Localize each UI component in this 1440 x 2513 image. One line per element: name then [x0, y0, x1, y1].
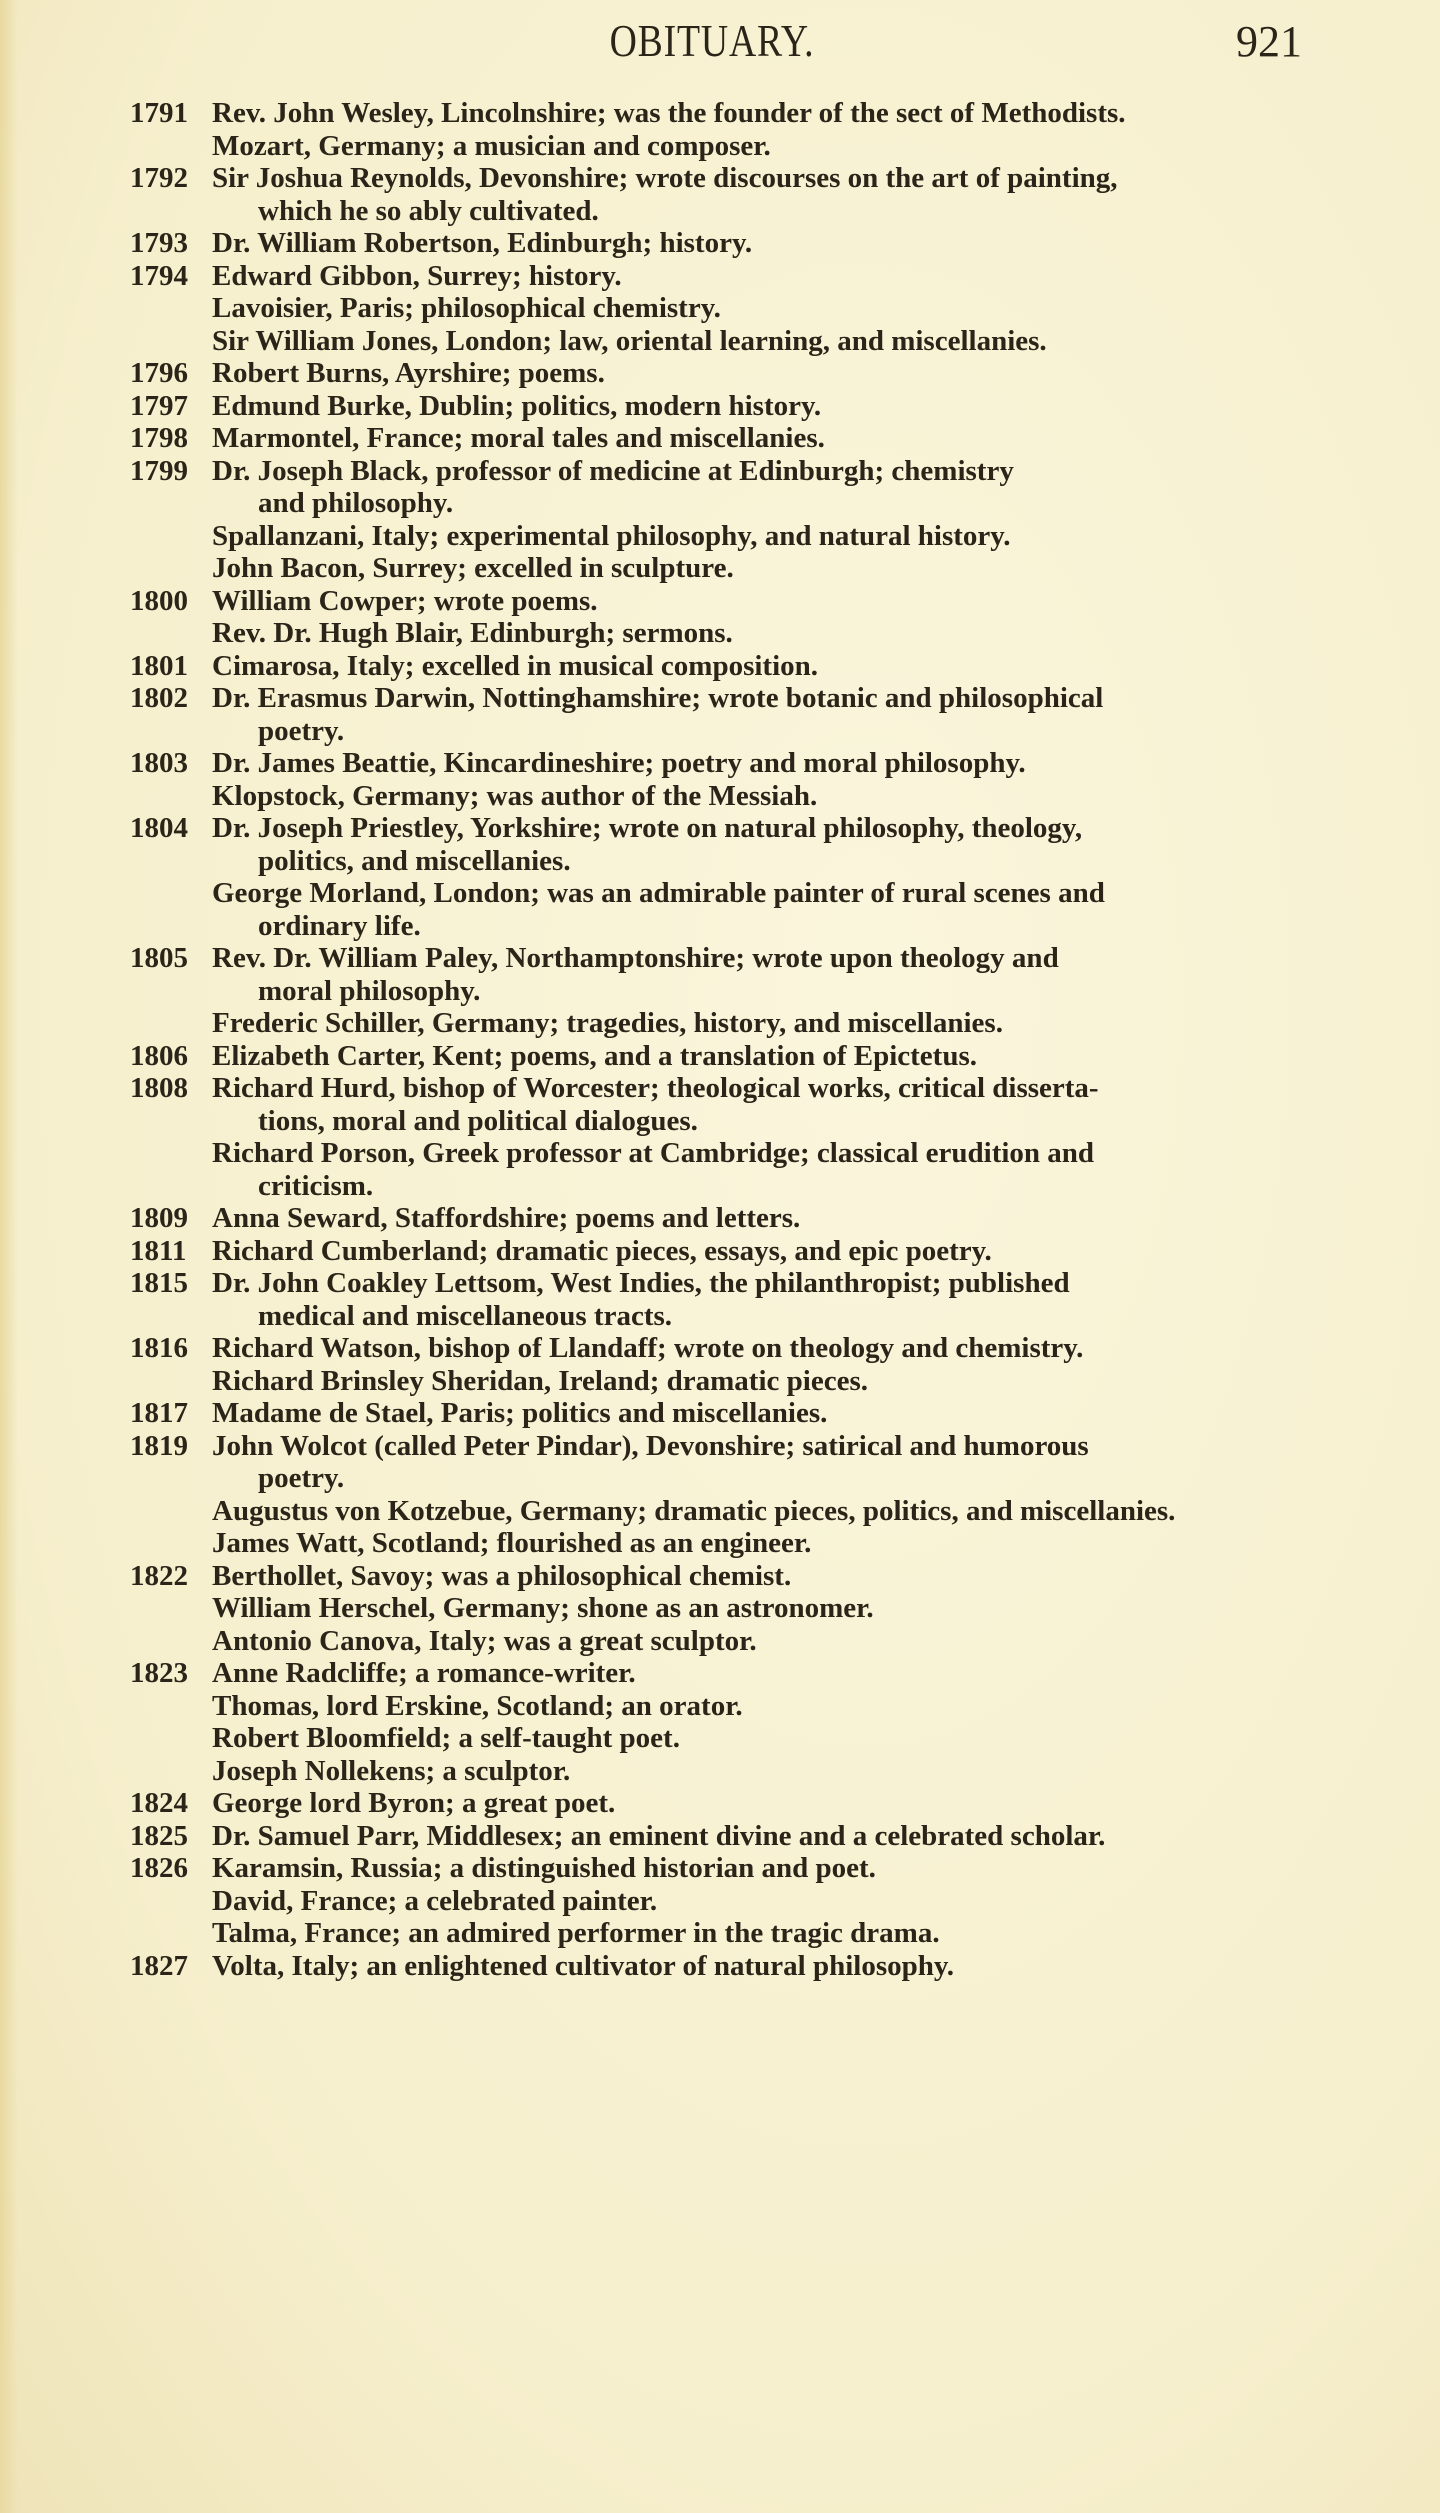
- obituary-entry: [130, 1202, 1330, 1235]
- entry-text: Antonio Canova, Italy; was a great sculptor.: [212, 1624, 757, 1657]
- obituary-entry: [130, 1787, 1330, 1820]
- obituary-entry: [130, 1885, 1330, 1918]
- obituary-entry: [130, 1527, 1330, 1560]
- entry-text: George Morland, London; was an admirable painter of rural scenes and: [212, 877, 1105, 909]
- entry-text: Richard Brinsley Sheridan, Ireland; dramatic pieces.: [212, 1364, 868, 1397]
- entry-text: Richard Hurd, bishop of Worcester; theological works, critical disserta-: [212, 1072, 1099, 1104]
- obituary-line-continuation: [130, 487, 1330, 520]
- entry-year: 1791: [130, 97, 188, 129]
- entry-text: ordinary life.: [258, 909, 421, 942]
- obituary-entry: [130, 650, 1330, 683]
- entry-year: 1819: [130, 1429, 188, 1462]
- entry-text: Robert Burns, Ayrshire; poems.: [212, 357, 605, 389]
- obituary-entry: [130, 455, 1330, 488]
- obituary-entry: [130, 325, 1330, 358]
- entry-text: Dr. Samuel Parr, Middlesex; an eminent divine and a celebrated scholar.: [212, 1819, 1106, 1852]
- entry-text: John Wolcot (called Peter Pindar), Devonshire; satirical and humorous: [212, 1429, 1089, 1462]
- entry-text: poetry.: [258, 714, 345, 747]
- obituary-entry: [130, 682, 1330, 715]
- entry-text: Richard Porson, Greek professor at Cambridge; classical erudition and: [212, 1137, 1095, 1169]
- obituary-line-continuation: [130, 1462, 1330, 1495]
- entry-text: Mozart, Germany; a musician and composer.: [212, 129, 771, 162]
- obituary-entry: [130, 422, 1330, 455]
- entry-text: Richard Watson, bishop of Llandaff; wrote on theology and chemistry.: [212, 1332, 1084, 1364]
- entry-year: 1808: [130, 1072, 188, 1104]
- page-gutter-shadow: [0, 0, 18, 2513]
- obituary-entry: [130, 1625, 1330, 1658]
- entry-text: Anne Radcliffe; a romance-writer.: [212, 1657, 636, 1689]
- entry-text: Lavoisier, Paris; philosophical chemistry.: [212, 292, 721, 324]
- obituary-line-continuation: [130, 715, 1330, 748]
- obituary-list: [130, 97, 1330, 1982]
- obituary-line-continuation: [130, 1300, 1330, 1333]
- entry-text: Madame de Stael, Paris; politics and miscellanies.: [212, 1397, 828, 1429]
- obituary-entry: [130, 1722, 1330, 1755]
- entry-year: 1797: [130, 389, 188, 422]
- entry-year: 1793: [130, 227, 188, 259]
- entry-text: moral philosophy.: [258, 974, 481, 1007]
- obituary-entry: [130, 357, 1330, 390]
- entry-year: 1806: [130, 1039, 188, 1072]
- obituary-entry: [130, 552, 1330, 585]
- obituary-entry: [130, 1755, 1330, 1788]
- obituary-line-continuation: [130, 1105, 1330, 1138]
- entry-text: Dr. Erasmus Darwin, Nottinghamshire; wrote botanic and philosophical: [212, 682, 1104, 714]
- entry-year: 1803: [130, 747, 188, 779]
- obituary-entry: [130, 1397, 1330, 1430]
- entry-text: politics, and miscellanies.: [258, 844, 571, 877]
- obituary-entry: [130, 1007, 1330, 1040]
- entry-text: Spallanzani, Italy; experimental philosophy, and natural history.: [212, 519, 1011, 552]
- entry-year: 1826: [130, 1852, 188, 1884]
- obituary-line-continuation: [130, 910, 1330, 943]
- entry-text: Karamsin, Russia; a distinguished historian and poet.: [212, 1852, 876, 1884]
- obituary-entry: [130, 585, 1330, 618]
- obituary-entry: [130, 942, 1330, 975]
- entry-text: Dr. John Coakley Lettsom, West Indies, the philanthropist; published: [212, 1267, 1070, 1299]
- obituary-entry: [130, 1690, 1330, 1723]
- entry-text: Sir Joshua Reynolds, Devonshire; wrote discourses on the art of painting,: [212, 162, 1118, 194]
- entry-year: 1824: [130, 1787, 188, 1819]
- obituary-line-continuation: [130, 1170, 1330, 1203]
- obituary-entry: [130, 130, 1330, 163]
- entry-year: 1796: [130, 357, 188, 389]
- page-title: OBITUARY.: [609, 15, 815, 66]
- entry-text: James Watt, Scotland; flourished as an engineer.: [212, 1527, 812, 1559]
- obituary-entry: [130, 1332, 1330, 1365]
- obituary-entry: [130, 617, 1330, 650]
- running-head: [0, 14, 1440, 70]
- entry-year: 1794: [130, 259, 188, 292]
- obituary-entry: [130, 1852, 1330, 1885]
- entry-year: 1817: [130, 1397, 188, 1429]
- obituary-entry: [130, 1137, 1330, 1170]
- entry-year: 1815: [130, 1267, 188, 1299]
- entry-year: 1827: [130, 1949, 188, 1982]
- entry-text: William Herschel, Germany; shone as an astronomer.: [212, 1592, 874, 1624]
- entry-year: 1804: [130, 812, 188, 844]
- entry-text: which he so ably cultivated.: [258, 194, 599, 227]
- obituary-entry: [130, 1235, 1330, 1268]
- entry-text: Dr. James Beattie, Kincardineshire; poetry and moral philosophy.: [212, 747, 1026, 779]
- obituary-entry: [130, 292, 1330, 325]
- entry-text: tions, moral and political dialogues.: [258, 1104, 698, 1137]
- obituary-entry: [130, 162, 1330, 195]
- entry-year: 1809: [130, 1202, 188, 1234]
- obituary-entry: [130, 1365, 1330, 1398]
- entry-text: Joseph Nollekens; a sculptor.: [212, 1754, 571, 1787]
- entry-text: Thomas, lord Erskine, Scotland; an orator.: [212, 1689, 743, 1722]
- obituary-entry: [130, 1820, 1330, 1853]
- entry-text: Rev. John Wesley, Lincolnshire; was the founder of the sect of Methodists.: [212, 97, 1126, 129]
- obituary-entry: [130, 260, 1330, 293]
- entry-text: Klopstock, Germany; was author of the Messiah.: [212, 779, 818, 812]
- obituary-entry: [130, 780, 1330, 813]
- entry-text: Dr. Joseph Priestley, Yorkshire; wrote on natural philosophy, theology,: [212, 812, 1083, 844]
- obituary-entry: [130, 877, 1330, 910]
- entry-year: 1802: [130, 682, 188, 714]
- entry-year: 1822: [130, 1559, 188, 1592]
- page-number: 921: [1236, 17, 1302, 66]
- entry-text: Volta, Italy; an enlightened cultivator of natural philosophy.: [212, 1949, 955, 1982]
- obituary-entry: [130, 97, 1330, 130]
- entry-text: John Bacon, Surrey; excelled in sculpture.: [212, 552, 734, 584]
- obituary-entry: [130, 520, 1330, 553]
- entry-text: Sir William Jones, London; law, oriental learning, and miscellanies.: [212, 324, 1047, 357]
- entry-year: 1798: [130, 422, 188, 454]
- entry-text: Robert Bloomfield; a self-taught poet.: [212, 1722, 680, 1754]
- entry-text: Anna Seward, Staffordshire; poems and letters.: [212, 1202, 801, 1234]
- entry-text: medical and miscellaneous tracts.: [258, 1299, 673, 1332]
- obituary-entry: [130, 1072, 1330, 1105]
- entry-year: 1825: [130, 1819, 188, 1852]
- entry-text: David, France; a celebrated painter.: [212, 1884, 658, 1917]
- entry-year: 1816: [130, 1332, 188, 1364]
- obituary-entry: [130, 1430, 1330, 1463]
- entry-year: 1805: [130, 942, 188, 974]
- obituary-entry: [130, 227, 1330, 260]
- obituary-entry: [130, 812, 1330, 845]
- obituary-entry: [130, 747, 1330, 780]
- entry-text: Augustus von Kotzebue, Germany; dramatic pieces, politics, and miscellanies.: [212, 1494, 1176, 1527]
- entry-text: Marmontel, France; moral tales and miscellanies.: [212, 422, 825, 454]
- obituary-entry: [130, 1040, 1330, 1073]
- entry-text: Richard Cumberland; dramatic pieces, essays, and epic poetry.: [212, 1234, 992, 1267]
- obituary-entry: [130, 1657, 1330, 1690]
- entry-text: Rev. Dr. William Paley, Northamptonshire; wrote upon theology and: [212, 942, 1059, 974]
- obituary-entry: [130, 1560, 1330, 1593]
- entry-year: 1811: [130, 1234, 187, 1267]
- obituary-entry: [130, 1917, 1330, 1950]
- entry-text: and philosophy.: [258, 487, 454, 519]
- obituary-entry: [130, 390, 1330, 423]
- entry-text: poetry.: [258, 1462, 345, 1494]
- obituary-line-continuation: [130, 195, 1330, 228]
- entry-text: Talma, France; an admired performer in the tragic drama.: [212, 1917, 940, 1949]
- entry-text: Frederic Schiller, Germany; tragedies, history, and miscellanies.: [212, 1007, 1003, 1039]
- obituary-entry: [130, 1267, 1330, 1300]
- obituary-line-continuation: [130, 975, 1330, 1008]
- entry-text: George lord Byron; a great poet.: [212, 1787, 616, 1819]
- entry-text: criticism.: [258, 1169, 374, 1202]
- entry-year: 1799: [130, 454, 188, 487]
- obituary-entry: [130, 1495, 1330, 1528]
- entry-year: 1792: [130, 162, 188, 194]
- entry-text: Edmund Burke, Dublin; politics, modern history.: [212, 389, 822, 422]
- entry-text: Berthollet, Savoy; was a philosophical chemist.: [212, 1559, 792, 1592]
- obituary-entry: [130, 1950, 1330, 1983]
- entry-year: 1823: [130, 1657, 188, 1689]
- obituary-entry: [130, 1592, 1330, 1625]
- entry-text: Rev. Dr. Hugh Blair, Edinburgh; sermons.: [212, 617, 733, 649]
- entry-text: Dr. William Robertson, Edinburgh; history.: [212, 227, 753, 259]
- entry-text: Elizabeth Carter, Kent; poems, and a translation of Epictetus.: [212, 1039, 977, 1072]
- entry-text: Dr. Joseph Black, professor of medicine at Edinburgh; chemistry: [212, 454, 1014, 487]
- obituary-line-continuation: [130, 845, 1330, 878]
- entry-text: William Cowper; wrote poems.: [212, 584, 598, 617]
- entry-year: 1800: [130, 584, 188, 617]
- entry-year: 1801: [130, 649, 188, 682]
- entry-text: Edward Gibbon, Surrey; history.: [212, 259, 622, 292]
- entry-text: Cimarosa, Italy; excelled in musical composition.: [212, 649, 819, 682]
